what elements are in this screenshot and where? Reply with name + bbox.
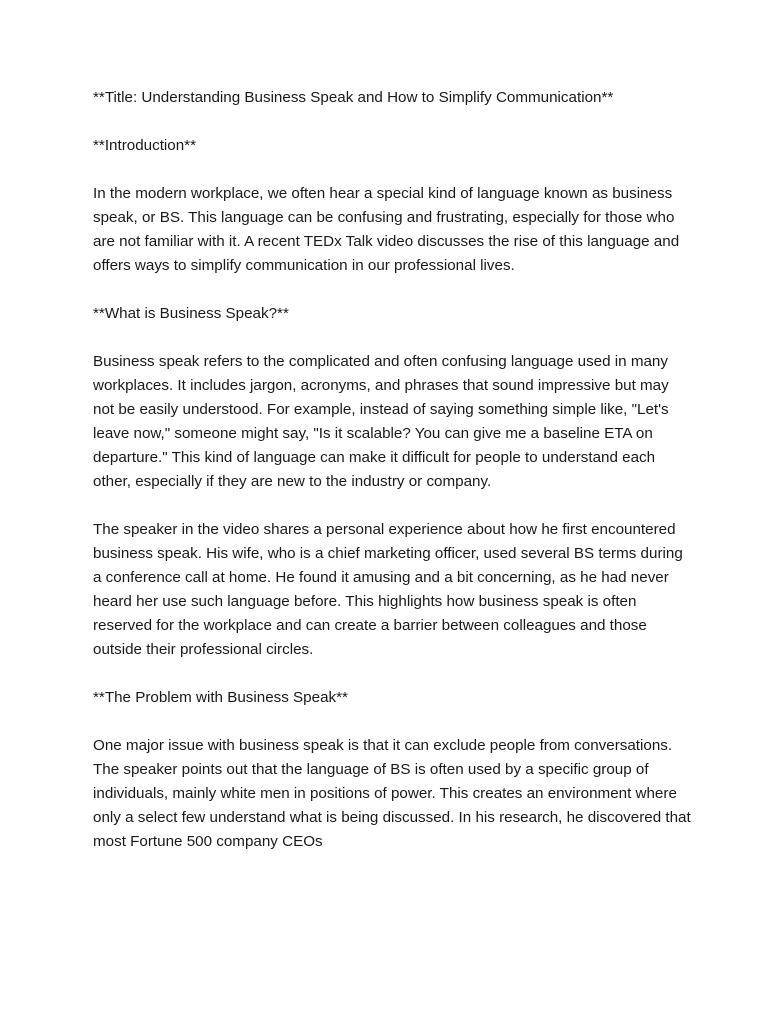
problem-heading: **The Problem with Business Speak** — [93, 689, 348, 706]
introduction-heading: **Introduction** — [93, 137, 197, 154]
what-is-business-speak-heading: **What is Business Speak?** — [93, 305, 289, 322]
document-body — [93, 86, 693, 878]
problem-paragraph: One major issue with business speak is that it can exclude people from conversations. The speaker points out that the language of BS is often used by a specific group of individuals, mainly white men in positions of power. This creates an environment where only a select few understand what is being discussed. In his research, he discovered that most Fortune 500 company CEOs — [93, 737, 691, 850]
document-title: **Title: Understanding Business Speak and How to Simplify Communication** — [93, 89, 614, 106]
what-is-business-speak-paragraph-2: The speaker in the video shares a personal experience about how he first encountered business speak. His wife, who is a chief marketing officer, used several BS terms during a conference call at home. He found it amusing and a bit concerning, as he had never heard her use such language before. This highlights how business speak is often reserved for the workplace and can create a barrier between colleagues and those outside their professional circles. — [93, 521, 683, 658]
what-is-business-speak-paragraph-1: Business speak refers to the complicated and often confusing language used in many workplaces. It includes jargon, acronyms, and phrases that sound impressive but may not be easily understood. For example, instead of saying something simple like, "Let's leave now," someone might say, "Is it scalable? You can give me a baseline ETA on departure." This kind of language can make it difficult for people to understand each other, especially if they are new to the industry or company. — [93, 353, 669, 490]
introduction-paragraph: In the modern workplace, we often hear a special kind of language known as business speak, or BS. This language can be confusing and frustrating, especially for those who are not familiar with it. A recent TEDx Talk video discusses the rise of this language and offers ways to simplify communication in our professional lives. — [93, 185, 680, 274]
